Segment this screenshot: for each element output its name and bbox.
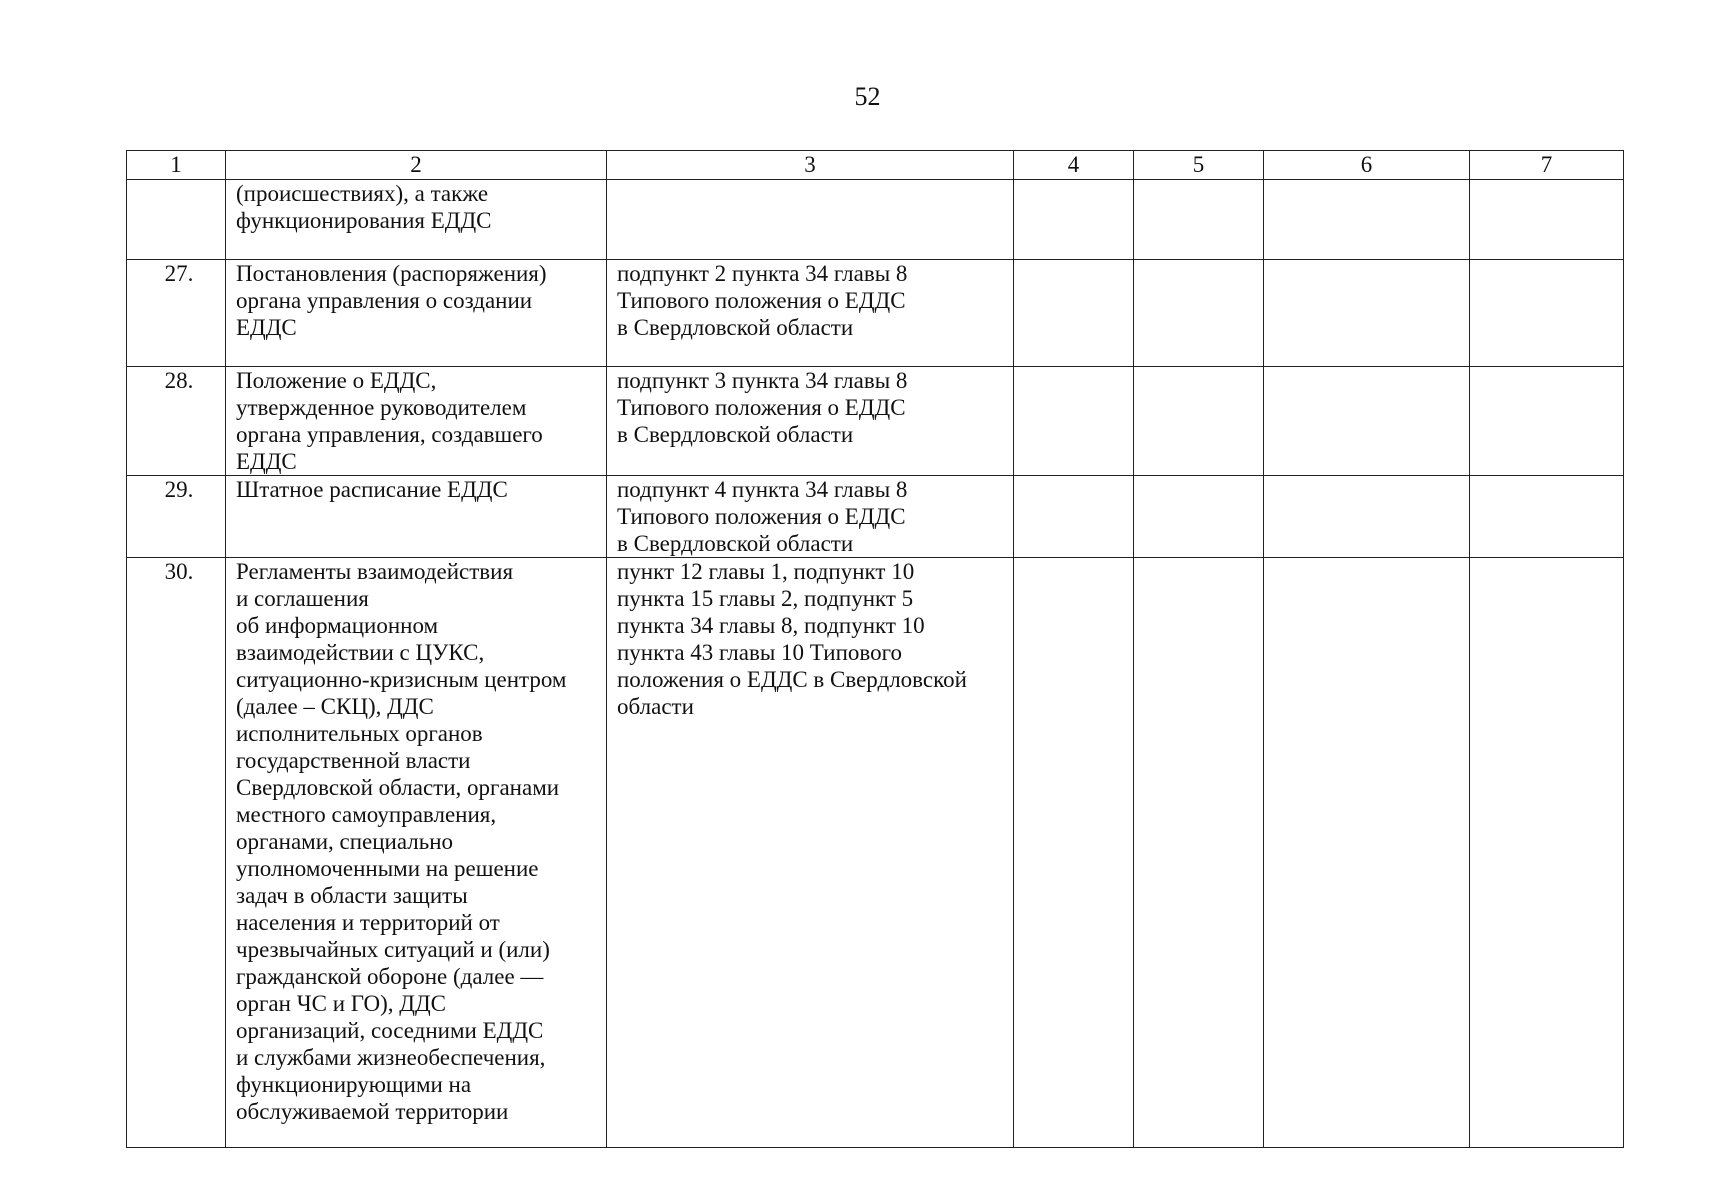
document-table [126, 150, 1624, 1148]
col-4-cell [1014, 180, 1134, 260]
document-name-cell: (происшествиях), а также функционирования ЕДДС [226, 180, 607, 260]
col-4-cell [1014, 260, 1134, 367]
row-number: 27. [127, 260, 226, 367]
header-col-2: 2 [226, 151, 607, 180]
row-number: 28. [127, 367, 226, 476]
document-name-cell: Регламенты взаимодействия и соглашения об информационном взаимодействии с ЦУКС, ситуационно-кризисным центром (далее – СКЦ), ДДС исполнительных органов государственной власти Свердловской области, органами местного самоуправления, органами, специально уполномоченными на решение задач в области защиты населения и территорий от чрезвычайных ситуаций и (или) гражданской обороне (далее — орган ЧС и ГО), ДДС организаций, соседними ЕДДС и службами жизнеобеспечения, функционирующими на обслуживаемой территории [226, 558, 607, 1148]
legal-basis-cell [607, 180, 1014, 260]
page-number: 52 [854, 82, 881, 111]
col-5-cell [1134, 558, 1264, 1148]
table-row [127, 476, 1624, 558]
table-row [127, 367, 1624, 476]
legal-basis-cell: подпункт 2 пункта 34 главы 8 Типового положения о ЕДДС в Свердловской области [607, 260, 1014, 367]
document-name-cell: Штатное расписание ЕДДС [226, 476, 607, 558]
col-4-cell [1014, 476, 1134, 558]
document-name-cell: Постановления (распоряжения) органа управления о создании ЕДДС [226, 260, 607, 367]
col-5-cell [1134, 476, 1264, 558]
col-6-cell [1264, 367, 1470, 476]
col-4-cell [1014, 367, 1134, 476]
row-number: 30. [127, 558, 226, 1148]
header-col-1: 1 [127, 151, 226, 180]
col-5-cell [1134, 180, 1264, 260]
table-row [127, 180, 1624, 260]
col-7-cell [1470, 180, 1624, 260]
legal-basis-cell: подпункт 4 пункта 34 главы 8 Типового положения о ЕДДС в Свердловской области [607, 476, 1014, 558]
col-5-cell [1134, 367, 1264, 476]
header-col-7: 7 [1470, 151, 1624, 180]
document-name-cell: Положение о ЕДДС, утвержденное руководителем органа управления, создавшего ЕДДС [226, 367, 607, 476]
legal-basis-cell: подпункт 3 пункта 34 главы 8 Типового положения о ЕДДС в Свердловской области [607, 367, 1014, 476]
table-row [127, 260, 1624, 367]
col-7-cell [1470, 367, 1624, 476]
col-4-cell [1014, 558, 1134, 1148]
table-row [127, 558, 1624, 1148]
col-6-cell [1264, 558, 1470, 1148]
header-col-3: 3 [607, 151, 1014, 180]
col-7-cell [1470, 260, 1624, 367]
legal-basis-cell: пункт 12 главы 1, подпункт 10 пункта 15 главы 2, подпункт 5 пункта 34 главы 8, подпункт 10 пункта 43 главы 10 Типового положения о ЕДДС в Свердловской области [607, 558, 1014, 1148]
row-number [127, 180, 226, 260]
col-6-cell [1264, 260, 1470, 367]
row-number: 29. [127, 476, 226, 558]
col-7-cell [1470, 558, 1624, 1148]
col-6-cell [1264, 476, 1470, 558]
table-header-row [127, 151, 1624, 180]
header-col-5: 5 [1134, 151, 1264, 180]
col-6-cell [1264, 180, 1470, 260]
header-col-6: 6 [1264, 151, 1470, 180]
header-col-4: 4 [1014, 151, 1134, 180]
col-7-cell [1470, 476, 1624, 558]
col-5-cell [1134, 260, 1264, 367]
